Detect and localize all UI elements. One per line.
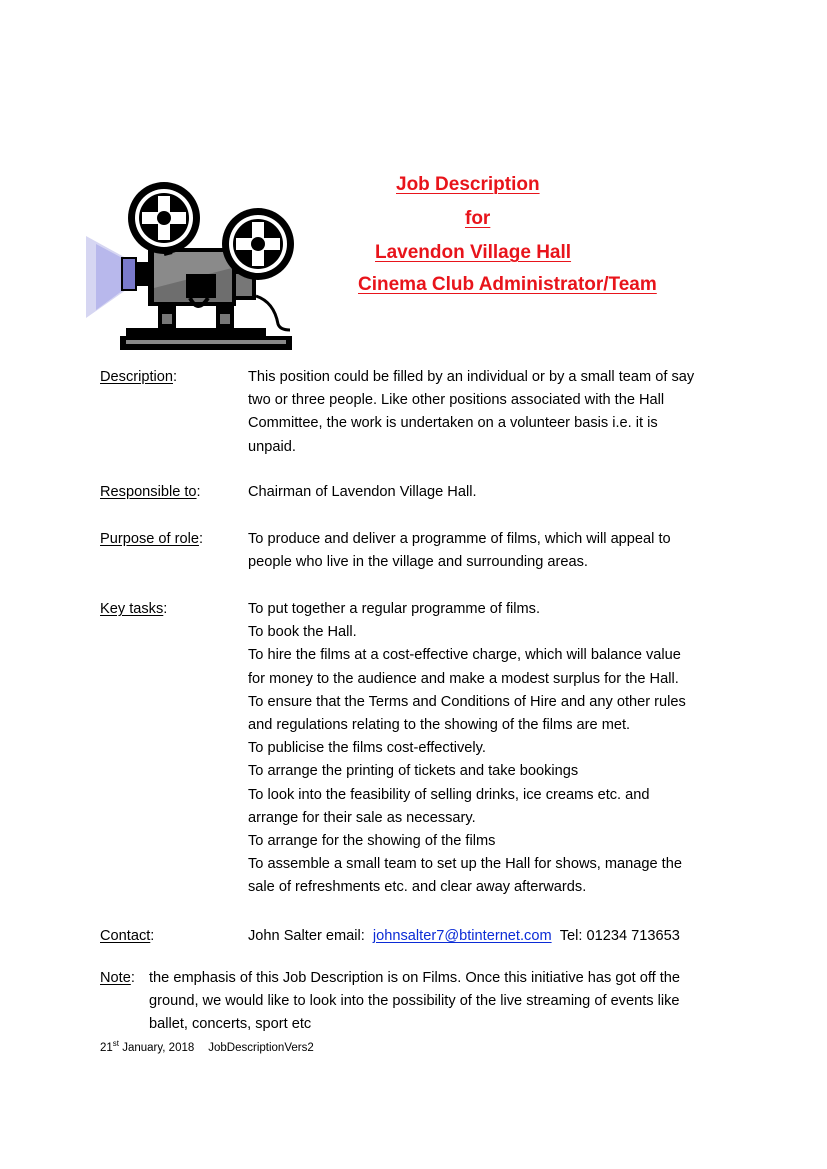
description-label: Description: <box>100 369 178 385</box>
text-line: To ensure that the Terms and Conditions of Hire and any other rules <box>248 693 686 710</box>
text-line: arrange for their sale as necessary. <box>248 809 476 826</box>
text-line: To book the Hall. <box>248 624 357 641</box>
document-footer <box>100 1041 314 1055</box>
text-line: people who live in the village and surrounding areas. <box>248 554 588 571</box>
text-line: Committee, the work is undertaken on a volunteer basis i.e. it is <box>248 415 658 432</box>
text-line: Chairman of Lavendon Village Hall. <box>248 484 477 500</box>
text-line: the emphasis of this Job Description is on Films. Once this initiative has got off the <box>149 970 681 986</box>
text-line: To assemble a small team to set up the Hall for shows, manage the <box>248 856 682 873</box>
title-role: Cinema Club Administrator/Team <box>358 274 657 295</box>
text-line: To hire the films at a cost-effective charge, which will balance value <box>248 647 681 664</box>
footer-date: January, 2018 <box>119 1042 195 1054</box>
contact-label: Contact: <box>100 928 155 944</box>
purpose-label: Purpose of role: <box>100 531 204 547</box>
title-village-hall: Lavendon Village Hall <box>375 242 572 263</box>
text-line: for money to the audience and make a modest surplus for the Hall. <box>248 670 679 687</box>
footer-doc-ref: JobDescriptionVers2 <box>208 1042 314 1054</box>
responsible-content <box>248 481 723 504</box>
text-line: unpaid. <box>248 438 296 455</box>
footer-day-suffix: st <box>112 1039 120 1048</box>
contact-tel: Tel: 01234 713653 <box>559 928 680 944</box>
text-line: To put together a regular programme of films. <box>248 601 541 617</box>
responsible-label: Responsible to: <box>100 484 201 500</box>
key-tasks-label: Key tasks: <box>100 601 168 617</box>
key-tasks-content <box>248 598 723 900</box>
text-line: To look into the feasibility of selling drinks, ice creams etc. and <box>248 786 650 803</box>
title-job-description: Job Description <box>396 174 540 195</box>
purpose-content <box>248 528 723 574</box>
text-line: sale of refreshments etc. and clear away afterwards. <box>248 879 587 896</box>
film-projector-icon <box>86 178 298 354</box>
text-line: ground, we would like to look into the possibility of the live streaming of events like <box>149 993 680 1010</box>
contact-name: John Salter email: <box>248 928 365 944</box>
text-line: To publicise the films cost-effectively. <box>248 740 486 757</box>
text-line: and regulations relating to the showing of the films are met. <box>248 717 631 734</box>
contact-content <box>248 925 723 948</box>
description-content <box>248 366 723 459</box>
note-label: Note: <box>100 970 135 986</box>
text-line: This position could be filled by an individual or by a small team of say <box>248 369 695 385</box>
text-line: two or three people. Like other positions associated with the Hall <box>248 392 665 409</box>
email-link[interactable]: johnsalter7@btinternet.com <box>372 928 552 944</box>
title-for: for <box>465 208 491 229</box>
text-line: ballet, concerts, sport etc <box>149 1016 312 1033</box>
footer-day: 21 <box>100 1042 113 1054</box>
text-line: To arrange the printing of tickets and take bookings <box>248 763 579 780</box>
text-line: To arrange for the showing of the films <box>248 833 496 850</box>
text-line: To produce and deliver a programme of films, which will appeal to <box>248 531 671 547</box>
note-content <box>149 967 724 1037</box>
